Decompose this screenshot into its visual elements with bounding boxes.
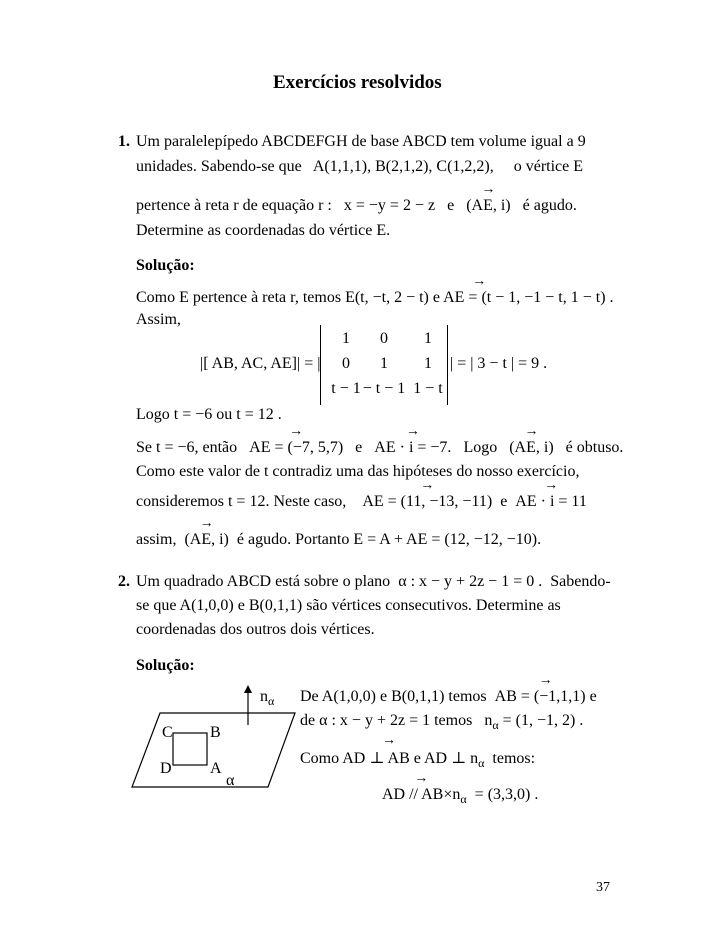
sol1-s7c: é agudo. Portanto E = A + AE = (12, −12, −10). [236, 531, 542, 548]
m-22: 1 − t [413, 380, 443, 397]
sol2-r2c: α [492, 718, 499, 732]
sol2-r4c: = (3,3,0) . [474, 786, 539, 803]
sol1-line-2: Assim, [136, 311, 181, 328]
ex1-line-1: Um paralelepípedo ABCDEFGH de base ABCD tem volume igual a 9 [136, 133, 586, 150]
fig-n-sub: α [268, 694, 275, 708]
ex2-line-2: se que A(1,0,0) e B(0,1,1) são vértices consecutivos. Determine as [136, 597, 561, 614]
sol1-s4f: → (AE, i) [509, 439, 553, 457]
ex2-l1b: α : x − y + 2z − 1 = 0 . [398, 573, 543, 590]
square-abcd [173, 733, 207, 765]
ex2-line-1 [136, 573, 611, 591]
sol1-line-1 [136, 289, 614, 307]
sol1-s4e: Logo [463, 439, 498, 456]
m-12: 1 [424, 355, 432, 372]
sol2-r3b: α [478, 756, 485, 770]
m-11: 1 [380, 355, 388, 372]
ex1-l3a: pertence à reta r de equação r : [136, 197, 332, 214]
ex1-line-2 [136, 158, 621, 176]
ex1-l2a: unidades. Sabendo-se que [136, 158, 302, 175]
sol1-line-6 [136, 493, 587, 511]
sol1-s6d: → AE · i = 11 [515, 493, 587, 511]
sol2-r4b: α [460, 792, 467, 806]
sol1-line-4 [136, 439, 623, 457]
sol2-r2d: = (1, −1, 2) . [502, 712, 584, 729]
fig-label-a: A [210, 760, 222, 777]
sol2-line-3 [300, 748, 535, 771]
ex2-l1c: Sabendo- [550, 573, 611, 590]
sol1-s6c: e [500, 493, 508, 510]
exercise-number: 1. [118, 133, 130, 150]
sol1-s6a: consideremos t = 12. Neste caso, [136, 493, 347, 510]
sol1-line-5: Como este valor de t contradiz uma das hipóteses do nosso exercício, [136, 463, 580, 480]
m-20: t − 1 [331, 380, 361, 397]
sol1-line-3: Logo t = −6 ou t = 12 . [136, 406, 282, 423]
sol1-l1b: → E(t, −t, 2 − t) e AE = (t − 1, −1 − t, 1 − t) . [345, 289, 613, 307]
sol2-line-1 [300, 688, 597, 706]
ex1-l3b: x = −y = 2 − z [343, 197, 436, 214]
sol1-s4g: é obtuso. [565, 439, 624, 456]
ex1-l2b: A(1,1,1), B(2,1,2), C(1,2,2), [312, 158, 494, 175]
sol1-s4d: → AE · i = −7. [374, 439, 451, 457]
ex1-l2c: o vértice E [513, 158, 584, 175]
solution-heading: Solução: [136, 257, 195, 274]
sol2-r2b: n [484, 712, 493, 729]
sol1-s6b: → AE = (11, −13, −11) [362, 493, 492, 511]
sol2-r3c: temos: [492, 750, 536, 767]
ex2-l1a: Um quadrado ABCD está sobre o plano [136, 573, 391, 590]
ex1-l3e: é agudo. [522, 197, 577, 214]
m-00: 1 [342, 330, 350, 347]
solution-heading: Solução: [136, 657, 195, 674]
sol2-r2a: de α : x − y + 2z = 1 temos [300, 712, 473, 729]
normal-arrowhead [244, 685, 252, 693]
fig-n [260, 688, 274, 709]
sol1-s4b: → AE = (−7, 5,7) [249, 439, 343, 457]
page-title: Exercícios resolvidos [273, 72, 442, 93]
fig-label-d: D [160, 760, 172, 777]
page-number: 37 [596, 880, 610, 895]
m-10: 0 [342, 355, 350, 372]
m-02: 1 [424, 330, 432, 347]
m-21: − t − 1 [362, 380, 406, 397]
fig-label-c: C [162, 724, 173, 741]
sol2-line-4 [382, 786, 538, 807]
ex2-line-3: coordenadas dos outros dois vértices. [136, 621, 375, 638]
sol1-line-7 [136, 531, 541, 549]
sol2-r3a: → Como AD ⊥ AB e AD ⊥ n [300, 748, 478, 768]
sol1-l1a: Como E pertence à reta r, temos [136, 289, 342, 306]
fig-label-alpha: α [226, 772, 235, 789]
sol1-s7b: → (AE, i) [184, 531, 228, 549]
sol1-s4a: Se t = −6, então [136, 439, 238, 456]
ex1-line-3 [136, 197, 577, 215]
sol1-s4c: e [355, 439, 363, 456]
ex1-l3d: → (AE, i) [466, 197, 510, 215]
det-left: |[ AB, AC, AE]| = | [200, 355, 321, 372]
sol2-r1a: De A(1,0,0) e B(0,1,1) temos [300, 688, 487, 705]
exercise-number: 2. [118, 573, 130, 590]
sol2-line-2 [300, 712, 583, 733]
sol2-r4a: → AD // AB×n [382, 786, 460, 804]
fig-n-letter: n [260, 688, 268, 705]
sol2-r1b: → AB = (−1,1,1) e [495, 688, 597, 706]
m-01: 0 [380, 330, 388, 347]
ex1-line-4: Determine as coordenadas do vértice E. [136, 222, 391, 239]
det-right: | = | 3 − t | = 9 . [450, 355, 548, 372]
sol1-s7a: assim, [136, 531, 177, 548]
fig-label-b: B [210, 724, 221, 741]
ex1-l3c: e [447, 197, 455, 214]
